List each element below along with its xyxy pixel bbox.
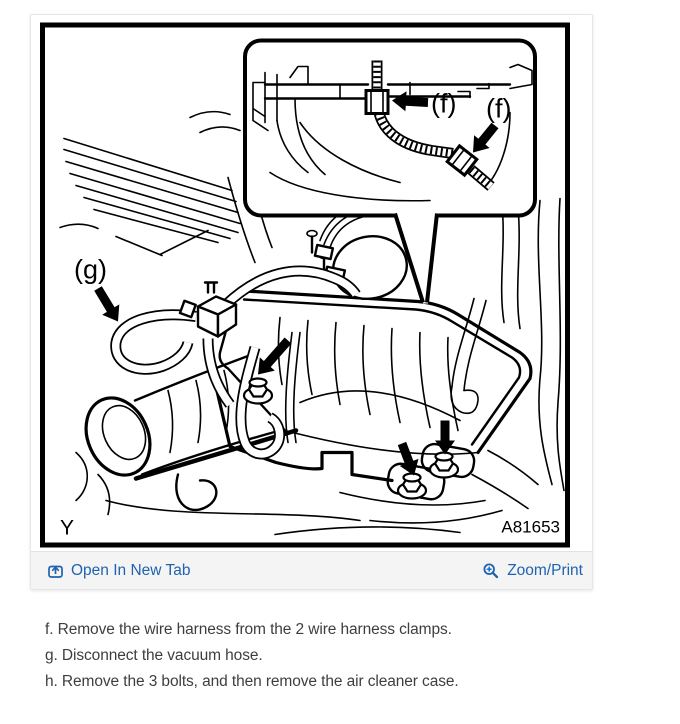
step-g: g. Disconnect the vacuum hose. [45,647,263,664]
harness-clamp-1 [366,91,388,114]
label-f1: (f) [431,88,457,119]
label-f2: (f) [486,93,512,124]
zoom-print-icon [482,562,500,580]
step-h: h. Remove the 3 bolts, and then remove the air cleaner case. [45,673,459,690]
label-g: (g) [74,254,107,285]
open-in-new-tab-icon [47,562,64,579]
figure-toolbar [31,551,592,589]
figure-card [30,14,593,590]
zoom-print-link[interactable] [482,562,583,580]
engine-diagram [40,22,571,550]
instruction-steps [45,617,645,695]
open-in-new-tab-label: Open In New Tab [71,561,191,579]
step-f: f. Remove the wire harness from the 2 wire harness clamps. [45,621,452,638]
figure-code: A81653 [501,517,560,537]
zoom-print-label: Zoom/Print [507,561,583,579]
open-in-new-tab-link[interactable] [47,562,190,579]
label-y: Y [60,516,75,540]
